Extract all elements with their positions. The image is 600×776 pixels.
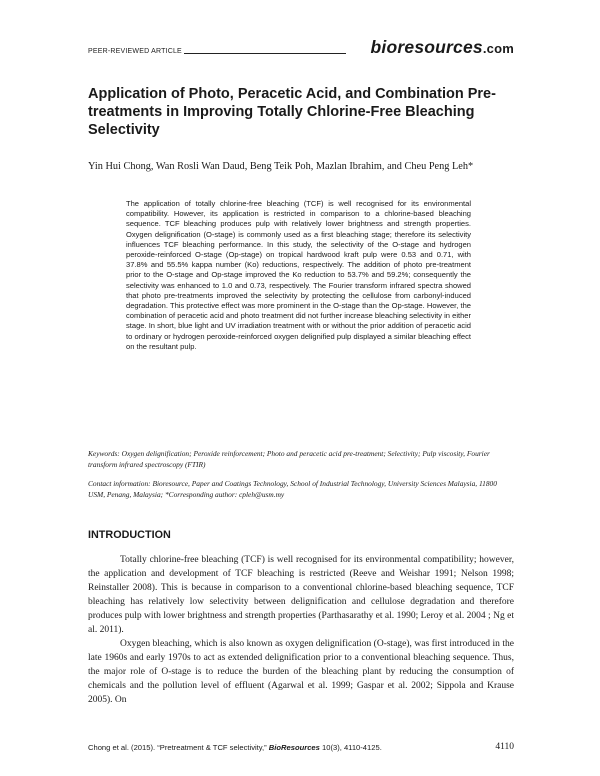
journal-logo-name: bioresources bbox=[370, 37, 483, 57]
author-list: Yin Hui Chong, Wan Rosli Wan Daud, Beng Teik Poh, Mazlan Ibrahim, and Cheu Peng Leh* bbox=[88, 161, 474, 172]
keywords bbox=[88, 449, 513, 470]
journal-logo bbox=[371, 37, 514, 58]
header-rule bbox=[184, 53, 346, 54]
introduction-body bbox=[88, 553, 514, 707]
article-title: Application of Photo, Peracetic Acid, and Combination Pre-treatments in Improving Totally Chlorine-Free Bleaching Selectivity bbox=[88, 86, 496, 138]
contact-text: Bioresource, Paper and Coatings Technology, School of Industrial Technology, University Sciences Malaysia, 11800 USM, Penang, Malaysia; *Corresponding author: cpleh@usm.my bbox=[88, 479, 497, 499]
page-number: 4110 bbox=[495, 742, 514, 752]
paragraph: Totally chlorine-free bleaching (TCF) is well recognised for its environmental compatibility; however, the application and development of TCF bleaching is restricted (Reeve and Weishar 1991; Nelson 1998; Reinstaller 2008). This is because in comparison to a conventional chlorine-based bleaching sequence, TCF bleaching has relatively low selectivity between delignification and cellulose degradation and therefore produces pulp with lower brightness and strength properties (Parthasarathy et al. 1990; Leroy et al. 2004 ; Ng et al. 2011). bbox=[88, 555, 514, 635]
footer-citation-prefix: Chong et al. (2015). “Pretreatment & TCF selectivity,” bbox=[88, 743, 267, 752]
keywords-label: Keywords: bbox=[88, 449, 120, 458]
contact-information bbox=[88, 479, 513, 500]
footer-citation bbox=[88, 743, 382, 752]
contact-label: Contact information: bbox=[88, 479, 151, 488]
footer-citation-suffix: 10(3), 4110-4125. bbox=[322, 743, 382, 752]
paragraph: Oxygen bleaching, which is also known as oxygen delignification (O-stage), was first introduced in the late 1960s and early 1970s to act as extended delignification prior to a conventional bleaching sequence. Thus, the major role of O-stage is to reduce the burden of the bleaching plant by reducing the consumption of chemicals and the pollution level of effluent (Agarwal et al. 1999; Gaspar et al. 2002; Sippola and Krause 2005). On bbox=[88, 639, 514, 705]
section-heading-introduction: INTRODUCTION bbox=[88, 529, 171, 541]
page-footer bbox=[88, 742, 514, 756]
keywords-text: Oxygen delignification; Peroxide reinforcement; Photo and peracetic acid pre-treatment; Selectivity; Pulp viscosity, Fourier transform infrared spectroscopy (FTIR) bbox=[88, 449, 490, 469]
peer-reviewed-label: PEER-REVIEWED ARTICLE bbox=[88, 48, 182, 55]
abstract: The application of totally chlorine-free bleaching (TCF) is well recognised for its environmental compatibility. However, its application is restricted in comparison to a chlorine-based bleaching sequence. TCF bleaching produces pulp with relatively lower brightness and strength properties. Oxygen delignification (O-stage) is commonly used as a first bleaching stage; therefore its selectivity influences TCF bleaching performance. In this study, the selectivity of the O-stage and hydrogen peroxide-reinforced O-stage (Op-stage) on tropical hardwood kraft pulp were 0.53 and 0.71, with 37.8% and 55.5% kappa number (Ko) reductions, respectively. The addition of photo pre-treatment prior to the O-stage and Op-stage improved the Ko reduction to 53.7% and 59.2%; consequently the selectivity was enhanced to 1.0 and 0.73, respectively. The Fourier transform infrared spectra showed that photo pre-treatments improved the selectivity by protecting the cellulose from carbonyl-induced degradation. This protective effect was more prominent in the O-stage than the Op-stage. However, the combination of peracetic acid and photo treatment did not further increase bleaching selectivity in either stage. In short, blue light and UV irradiation treatment with or without the prior addition of peracetic acid to ordinary or hydrogen peroxide-reinforced oxygen delignified pulp displayed a similar bleaching effect on the resultant pulp. bbox=[126, 199, 471, 351]
page-header bbox=[88, 36, 514, 58]
journal-logo-domain: .com bbox=[482, 41, 514, 56]
footer-journal: BioResources bbox=[268, 743, 320, 752]
